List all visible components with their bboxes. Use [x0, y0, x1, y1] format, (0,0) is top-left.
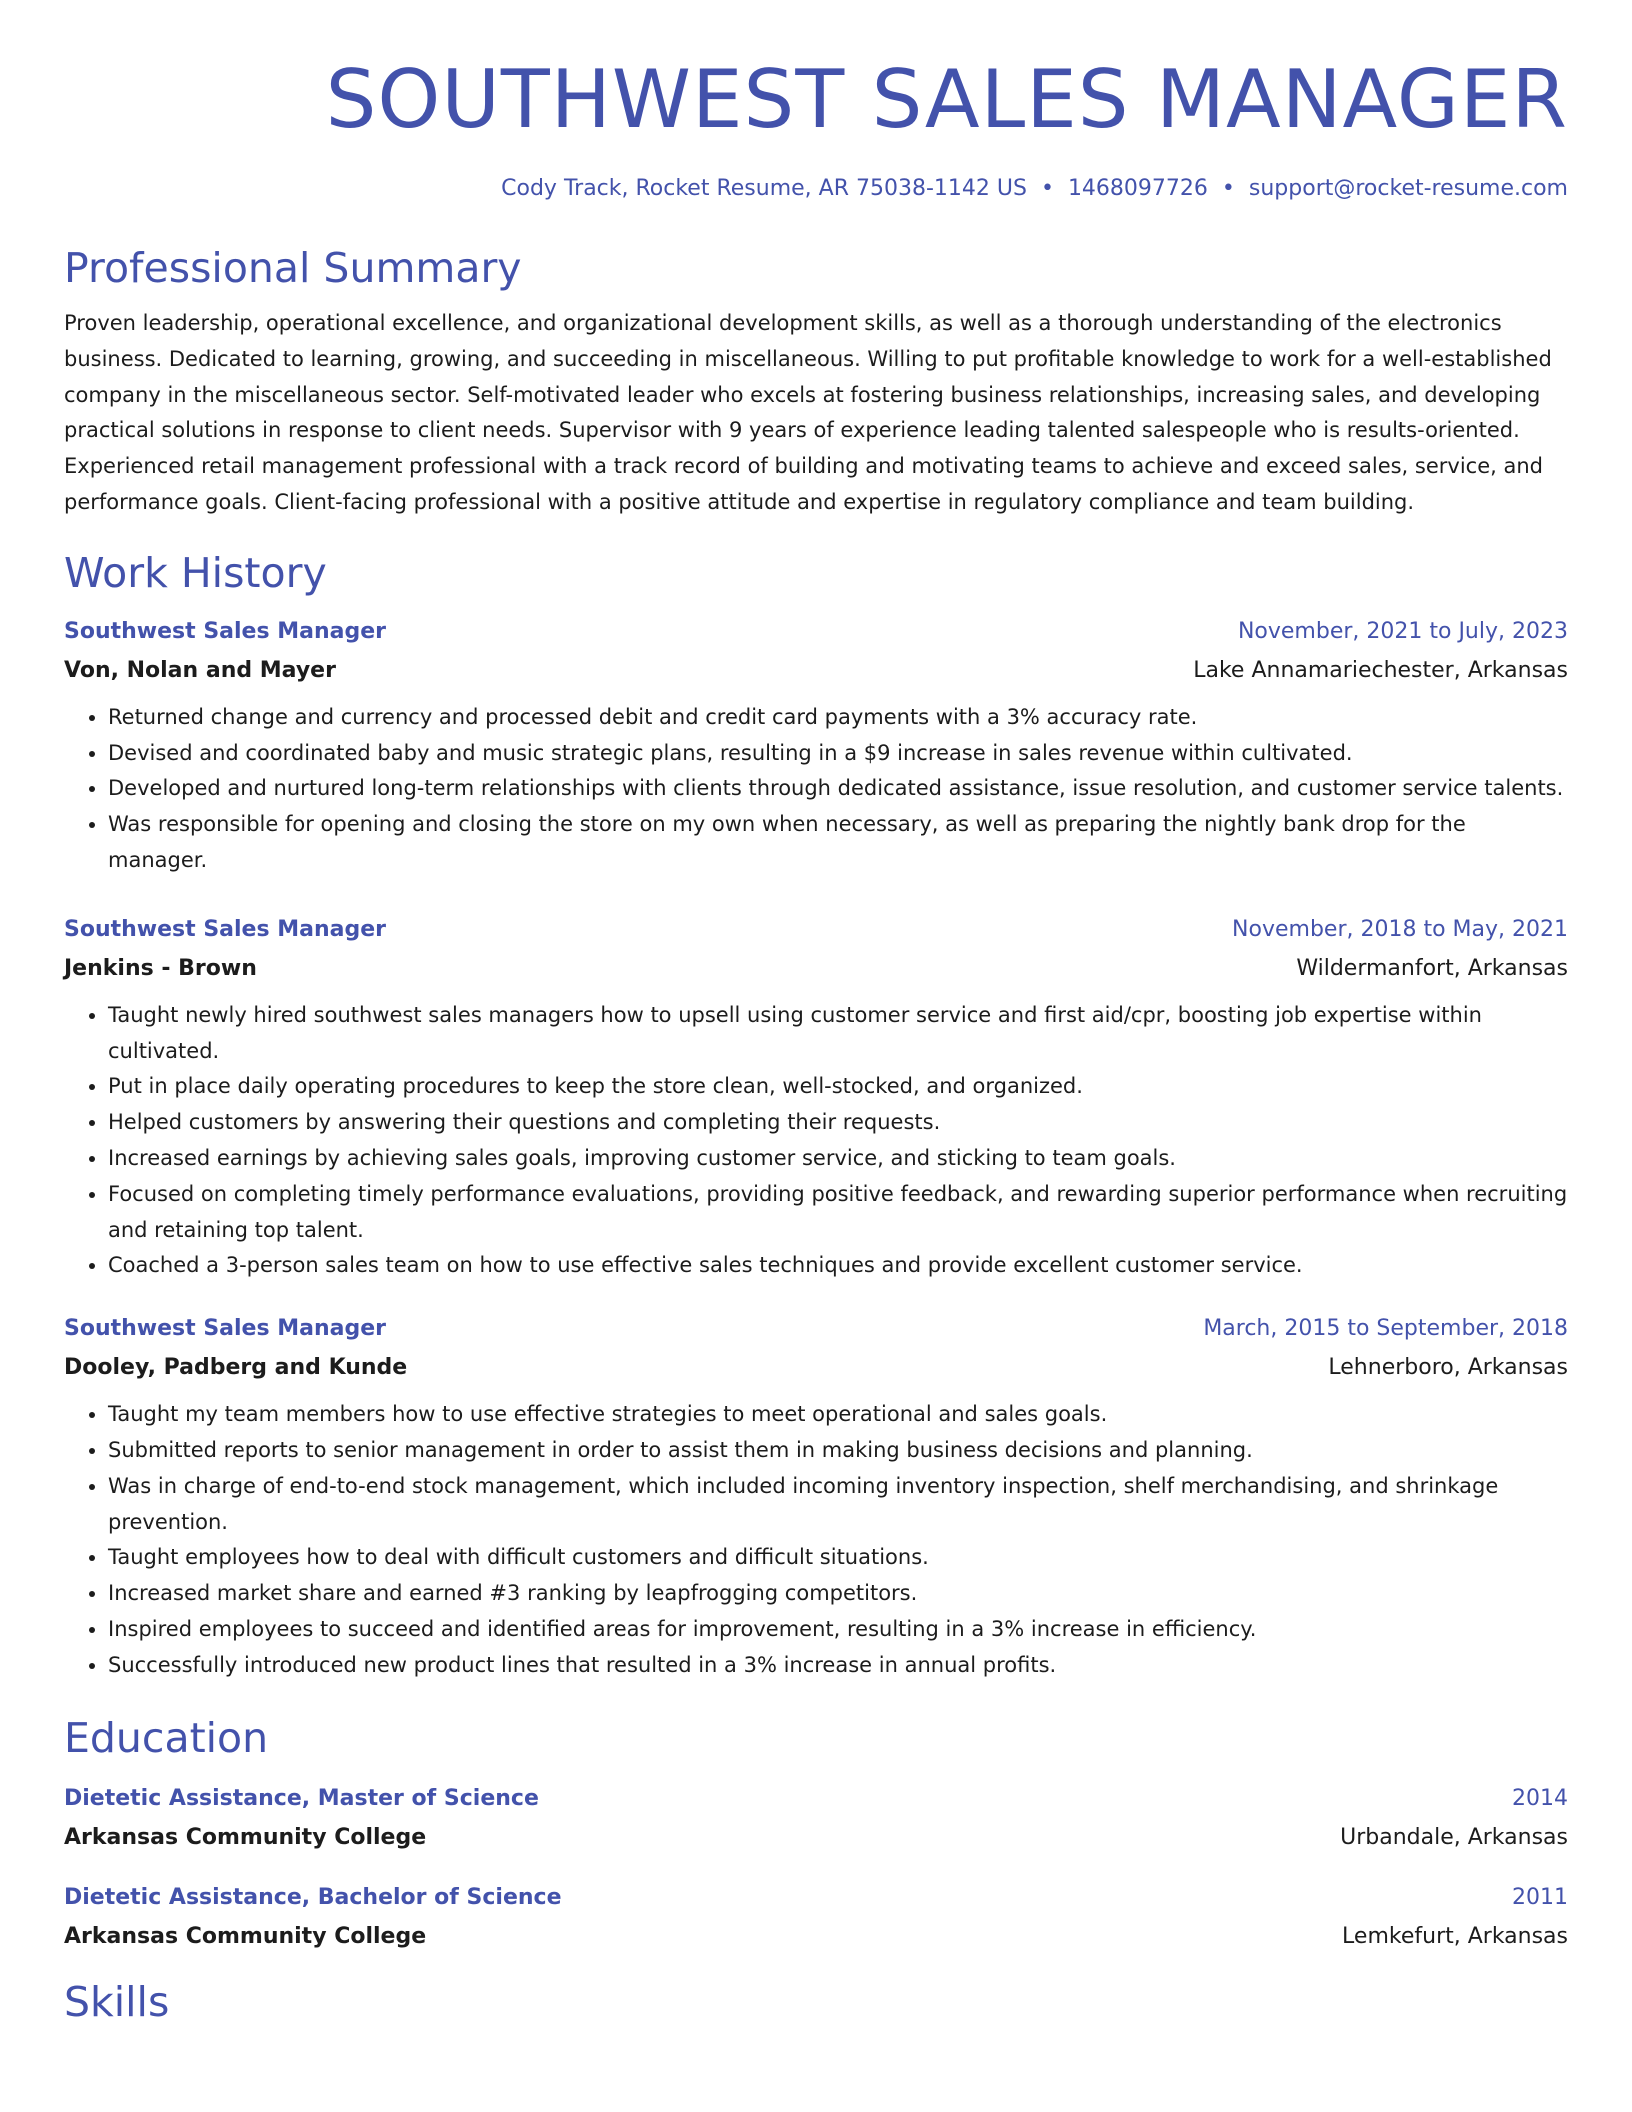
contact-phone: 1468097726: [1067, 176, 1208, 201]
summary-text: Proven leadership, operational excellence, and organizational development skills, as well as a thorough understanding of the electronics business. Dedicated to learning, growing, and succeeding in miscellaneous. Willing to put profitable knowledge to work for a well-established company in the miscellaneous sector. Self-motivated leader who excels at fostering business relationships, increasing sales, and developing practical solutions in response to client needs. Supervisor with 9 years of experience leading talented salespeople who is results-oriented. Experienced retail management professional with a track record of building and motivating teams to achieve and exceed sales, service, and performance goals. Client-facing professional with a positive attitude and expertise in regulatory compliance and team building.: [64, 311, 1552, 514]
list-item: • Inspired employees to succeed and identified areas for improvement, resulting in a 3% increase in efficiency.: [108, 1612, 1568, 1648]
list-item: • Helped customers by answering their questions and completing their requests.: [108, 1105, 1568, 1141]
list-item: • Taught newly hired southwest sales managers how to upsell using customer service and first aid/cpr, boosting job expertise within cultivated.: [108, 998, 1568, 1070]
job-role: Southwest Sales Manager: [64, 916, 386, 942]
job-company-row: [64, 954, 1568, 984]
education-entry: [64, 1883, 1568, 1952]
school-location: Urbandale, Arkansas: [1340, 1824, 1568, 1850]
list-item: • Coached a 3-person sales team on how to use effective sales techniques and provide excellent customer service.: [108, 1248, 1568, 1284]
graduation-year: 2011: [1512, 1884, 1568, 1910]
degree-row: [64, 1883, 1568, 1913]
degree-row: [64, 1784, 1568, 1814]
job-bullets: [64, 1397, 1568, 1683]
list-item: • Focused on completing timely performance evaluations, providing positive feedback, and rewarding superior performance when recruiting and retaining top talent.: [108, 1177, 1568, 1249]
list-item: • Successfully introduced new product lines that resulted in a 3% increase in annual profits.: [108, 1648, 1568, 1684]
job-location: Lehnerboro, Arkansas: [1328, 1355, 1568, 1381]
job-company: Dooley, Padberg and Kunde: [64, 1355, 408, 1381]
job-bullets: [64, 998, 1568, 1284]
list-item: • Increased market share and earned #3 ranking by leapfrogging competitors.: [108, 1576, 1568, 1612]
education-entry: [64, 1784, 1568, 1853]
resume-header: [64, 52, 1568, 204]
list-item: • Taught employees how to deal with difficult customers and difficult situations.: [108, 1540, 1568, 1576]
contact-line: [64, 174, 1568, 204]
job-company: Jenkins - Brown: [64, 955, 257, 981]
education-heading: Education: [64, 1713, 269, 1762]
job-role: Southwest Sales Manager: [64, 1316, 386, 1342]
job-company-row: [64, 1353, 1568, 1383]
job-location: Wildermanfort, Arkansas: [1296, 955, 1568, 981]
job-role-row: [64, 617, 1568, 647]
school-name: Arkansas Community College: [64, 1824, 427, 1850]
school-name: Arkansas Community College: [64, 1923, 427, 1949]
list-item: • Increased earnings by achieving sales goals, improving customer service, and sticking to team goals.: [108, 1141, 1568, 1177]
list-item: • Returned change and currency and processed debit and credit card payments with a 3% accuracy rate.: [108, 700, 1568, 736]
degree: Dietetic Assistance, Master of Science: [64, 1785, 539, 1811]
job-dates: November, 2021 to July, 2023: [1237, 618, 1568, 644]
job-entry: [64, 617, 1568, 879]
school-location: Lemkefurt, Arkansas: [1342, 1923, 1568, 1949]
candidate-title: SOUTHWEST SALES MANAGER: [325, 53, 1568, 146]
job-entry: [64, 1314, 1568, 1683]
list-item: • Put in place daily operating procedures to keep the store clean, well-stocked, and organized.: [108, 1069, 1568, 1105]
school-row: [64, 1922, 1568, 1952]
list-item: • Developed and nurtured long-term relationships with clients through dedicated assistance, issue resolution, and customer service talents.: [108, 771, 1568, 807]
job-role-row: [64, 1314, 1568, 1344]
list-item: • Was responsible for opening and closing the store on my own when necessary, as well as preparing the nightly bank drop for the manager.: [108, 807, 1568, 879]
job-role: Southwest Sales Manager: [64, 618, 386, 644]
job-dates: March, 2015 to September, 2018: [1203, 1316, 1568, 1342]
degree: Dietetic Assistance, Bachelor of Science: [64, 1884, 562, 1910]
job-entry: [64, 915, 1568, 1284]
school-row: [64, 1823, 1568, 1853]
list-item: • Taught my team members how to use effective strategies to meet operational and sales goals.: [108, 1397, 1568, 1433]
job-role-row: [64, 915, 1568, 945]
job-company-row: [64, 656, 1568, 686]
work-history-heading: Work History: [64, 548, 327, 597]
contact-separator: •: [1221, 176, 1235, 201]
job-dates: November, 2018 to May, 2021: [1232, 916, 1568, 942]
contact-separator: •: [1040, 176, 1054, 201]
contact-email: support@rocket-resume.com: [1248, 176, 1568, 201]
list-item: • Devised and coordinated baby and music strategic plans, resulting in a $9 increase in sales revenue within cultivated.: [108, 736, 1568, 772]
job-company: Von, Nolan and Mayer: [64, 657, 336, 683]
job-location: Lake Annamariechester, Arkansas: [1193, 657, 1568, 683]
summary-heading: Professional Summary: [64, 244, 522, 292]
contact-address: Cody Track, Rocket Resume, AR 75038-1142 US: [501, 176, 1027, 201]
list-item: • Was in charge of end-to-end stock management, which included incoming inventory inspection, shelf merchandising, and shrinkage prevention.: [108, 1469, 1568, 1541]
job-bullets: [64, 700, 1568, 879]
list-item: • Submitted reports to senior management in order to assist them in making business decisions and planning.: [108, 1433, 1568, 1469]
skills-heading: Skills: [64, 1977, 170, 2026]
graduation-year: 2014: [1512, 1785, 1568, 1811]
